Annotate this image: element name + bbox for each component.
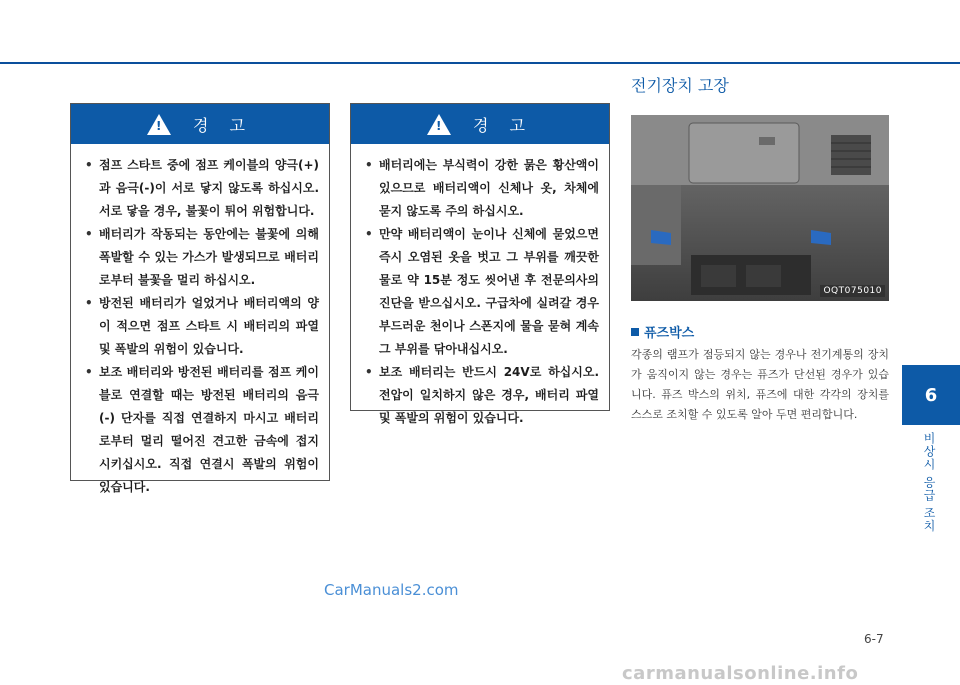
fuse-box-photo (631, 115, 889, 301)
subsection-title-text: 퓨즈박스 (644, 326, 695, 341)
chapter-label: 비상시 응급 조치 (922, 432, 936, 533)
warning-item: • 점프 스타트 중에 점프 케이블의 양극(+)과 음극(-)이 서로 닿지 않도록 하십시오. 서로 닿을 경우, 불꽃이 튀어 위험합니다. (85, 154, 319, 223)
section-title: 전기장치 고장 (631, 76, 729, 95)
warning-item: • 배터리에는 부식력이 강한 묽은 황산액이 있으므로 배터리액이 신체나 옷, 차체에 묻지 않도록 주의 하십시오. (365, 154, 599, 223)
watermark-primary: CarManuals2.com (324, 581, 459, 599)
subsection-title (631, 322, 694, 341)
watermark-secondary: carmanualsonline.info (622, 663, 859, 684)
warning-triangle-icon: ! (147, 114, 171, 135)
warning-item: • 보조 배터리는 반드시 24V로 하십시오. 전압이 일치하지 않은 경우, 배터리 파열 및 폭발의 위험이 있습니다. (365, 361, 599, 430)
warning-title: 경 고 (193, 115, 253, 135)
warning-item: • 방전된 배터리가 얼었거나 배터리액의 양이 적으면 점프 스타트 시 배터리의 파열 및 폭발의 위험이 있습니다. (85, 292, 319, 361)
warning-header (71, 104, 329, 144)
warning-list (351, 144, 609, 430)
warning-box-right (350, 103, 610, 425)
page-number: 6-7 (864, 632, 884, 646)
body-paragraph: 각종의 램프가 점등되지 않는 경우나 전기계통의 장치가 움직이지 않는 경우는 퓨즈가 단선된 경우가 있습니다. 퓨즈 박스의 위치, 퓨즈에 대한 각각의 장치를 스스로 조치할 수 있도록 알아 두면 편리합니다. (631, 348, 889, 421)
warning-box-left (70, 103, 330, 494)
warning-item: • 배터리가 작동되는 동안에는 불꽃에 의해 폭발할 수 있는 가스가 발생되므로 배터리로부터 불꽃을 멀리 하십시오. (85, 223, 319, 292)
warning-list (71, 144, 329, 499)
warning-header (351, 104, 609, 144)
top-rule (0, 62, 960, 64)
photo-code: OQT075010 (820, 285, 885, 297)
dashboard-illustration (631, 115, 889, 301)
warning-triangle-icon: ! (427, 114, 451, 135)
warning-item: • 만약 배터리액이 눈이나 신체에 묻었으면 즉시 오염된 옷을 벗고 그 부위를 깨끗한 물로 약 15분 정도 씻어낸 후 전문의사의 진단을 받으십시오. 구급차에 실려갈 경우 부드러운 천이나 스폰지에 물을 묻혀 계속 그 부위를 닦아내십시오. (365, 223, 599, 361)
warning-title: 경 고 (473, 115, 533, 135)
chapter-tab: 6 (902, 365, 960, 425)
square-bullet-icon (631, 328, 639, 336)
warning-item: • 보조 배터리와 방전된 배터리를 점프 케이블로 연결할 때는 방전된 배터리의 음극(-) 단자를 직접 연결하지 마시고 배터리로부터 멀리 떨어진 견고한 금속에 접지 시키십시오. 직접 연결시 폭발의 위험이 있습니다. (85, 361, 319, 499)
